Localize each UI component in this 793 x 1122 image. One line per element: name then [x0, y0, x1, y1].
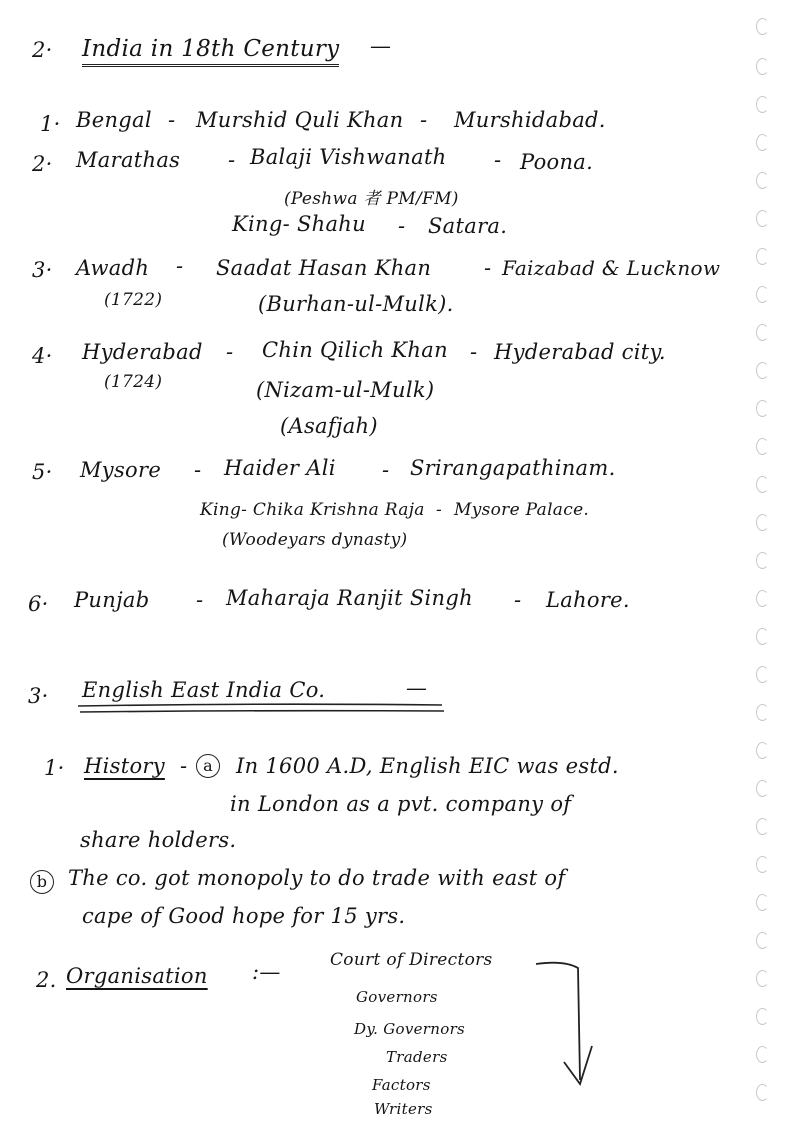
item-number: 2. — [36, 968, 57, 992]
capital-name: Hyderabad city. — [494, 340, 666, 364]
history-point-b: The co. got monopoly to do trade with east of — [68, 866, 566, 890]
capital-name: Lahore. — [546, 588, 630, 612]
state-name: Awadh — [76, 256, 150, 280]
capital-name: Poona. — [520, 150, 594, 174]
notebook-page: 2· India in 18th Century — 1· Bengal - Murshid Quli Khan - Murshidabad. 2· Marathas - Balaji Vishwanath - Poona. (Peshwa 者 PM/FM) King- Shahu - Satara. 3· Awadh - (1722) Saadat Hasan Khan - Faizabad & Lucknow (Burhan-ul-Mulk). 4· Hyderabad - (1724) Chin Qilich Khan - Hyderabad city. (Nizam-ul-Mulk) (Asafjah) 5· Mysore - Haider Ali - Srirangapathinam. King- Chika Krishna Raja - Mysore Palace. (Woodeyars dynasty) 6· Punjab - Maharaja Ranjit Singh - Lahore. 3· English East India Co. — 1· History - a In 1600 A.D, English EIC was estd. in London as a pvt. company of share holders. b The co. got monopoly to do trade with east of cape of Good hope for 15 yrs. 2. Organisation :— Court of Directors Governors Dy. Governors Traders Factors Writers — [0, 0, 793, 1122]
double-underline — [76, 702, 446, 716]
year: (1722) — [104, 290, 163, 310]
hierarchy-level: Writers — [374, 1100, 433, 1118]
dynasty-name: (Woodeyars dynasty) — [222, 530, 408, 550]
section-number: 3· — [28, 684, 49, 708]
capital-name: Srirangapathinam. — [410, 456, 616, 480]
king-capital: Mysore Palace. — [454, 500, 590, 520]
state-name: Marathas — [76, 148, 181, 172]
history-point-a-cont: in London as a pvt. company of — [230, 792, 572, 816]
founder-name: Balaji Vishwanath — [250, 145, 447, 169]
hierarchy-level: Dy. Governors — [354, 1020, 466, 1038]
founder-name: Saadat Hasan Khan — [216, 256, 432, 280]
point-b-marker: b — [30, 870, 54, 894]
founder-name: Chin Qilich Khan — [262, 338, 448, 362]
year: (1724) — [104, 372, 163, 392]
section-title: India in 18th Century — [82, 36, 339, 67]
founder-name: Murshid Quli Khan — [196, 108, 404, 132]
state-name: Hyderabad — [82, 340, 203, 364]
history-label: History — [84, 754, 165, 778]
title-name-alt: (Asafjah) — [280, 414, 378, 438]
hierarchy-arrow — [534, 950, 594, 1095]
row-number: 1· — [40, 112, 61, 136]
section-number: 2· — [32, 38, 53, 62]
hierarchy-level: Traders — [386, 1048, 448, 1066]
row-number: 6· — [28, 592, 49, 616]
founder-name: Haider Ali — [224, 456, 336, 480]
notebook-binding — [733, 0, 793, 1122]
peshwa-note: (Peshwa 者 PM/FM) — [284, 189, 459, 209]
row-number: 4· — [32, 344, 53, 368]
capital-name: Faizabad & Lucknow — [502, 256, 721, 280]
state-name: Mysore — [80, 458, 162, 482]
item-number: 1· — [44, 756, 65, 780]
history-point-a: In 1600 A.D, English EIC was estd. — [236, 754, 619, 778]
row-number: 5· — [32, 460, 53, 484]
capital-name: Murshidabad. — [454, 108, 606, 132]
hierarchy-level: Court of Directors — [330, 950, 493, 970]
state-name: Bengal — [76, 108, 152, 132]
organisation-label: Organisation — [66, 964, 208, 988]
section-title: English East India Co. — [82, 678, 326, 702]
history-point-b-cont: cape of Good hope for 15 yrs. — [82, 904, 406, 928]
hierarchy-level: Governors — [356, 988, 438, 1006]
dash-mark: — — [406, 676, 428, 700]
row-number: 2· — [32, 152, 53, 176]
founder-name: Maharaja Ranjit Singh — [226, 586, 473, 610]
king-capital: Satara. — [428, 214, 508, 238]
king-name: King- Shahu — [232, 212, 366, 236]
king-name: King- Chika Krishna Raja — [200, 500, 425, 520]
dash-mark: — — [370, 34, 392, 58]
state-name: Punjab — [74, 588, 150, 612]
history-point-a-end: share holders. — [80, 828, 237, 852]
point-a-marker: a — [196, 754, 220, 778]
title-name: (Nizam-ul-Mulk) — [256, 378, 435, 402]
row-number: 3· — [32, 258, 53, 282]
hierarchy-level: Factors — [372, 1076, 431, 1094]
title-name: (Burhan-ul-Mulk). — [258, 292, 454, 316]
